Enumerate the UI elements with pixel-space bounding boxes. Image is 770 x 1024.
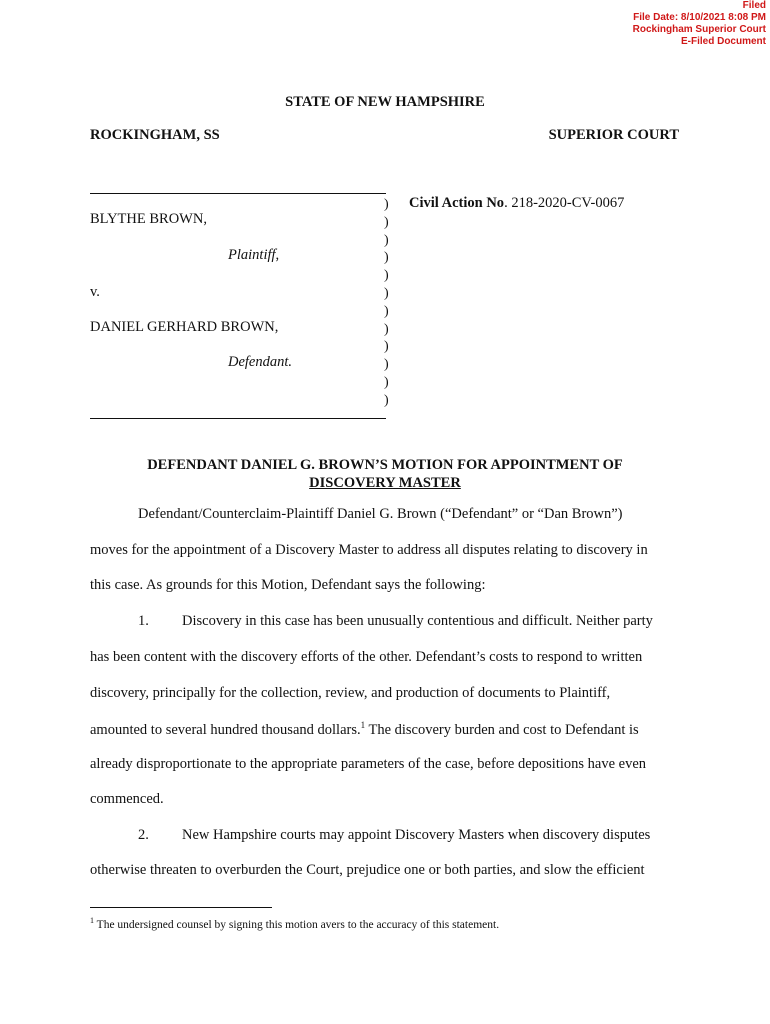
body-line: New Hampshire courts may appoint Discovery Masters when discovery disputes	[182, 827, 651, 843]
caption-paren: )	[384, 285, 389, 301]
caption-paren: )	[384, 197, 389, 212]
footnote-text: The undersigned counsel by signing this motion avers to the accuracy of this statement.	[94, 918, 500, 931]
versus: v.	[90, 284, 100, 300]
plaintiff-role-label: Plaintiff	[228, 247, 276, 263]
caption-top-rule	[90, 193, 386, 194]
defendant-role: Defendant.	[228, 354, 293, 370]
body-line: otherwise threaten to overburden the Court, prejudice one or both parties, and slow the efficient	[90, 862, 645, 878]
county-heading: ROCKINGHAM, SS	[90, 127, 220, 143]
footnote-marker: 1	[90, 916, 94, 925]
body-line: has been content with the discovery efforts of the other. Defendant’s costs to respond to written	[90, 649, 643, 665]
caption-paren: )	[384, 321, 389, 337]
stamp-line-efiled: E-Filed Document	[680, 36, 766, 47]
caption-bottom-rule	[90, 418, 386, 419]
plaintiff-role-suffix: ,	[275, 247, 280, 263]
caption-paren: )	[384, 250, 389, 266]
caption-paren: )	[384, 268, 389, 284]
plaintiff-role	[228, 247, 279, 264]
caption-paren: )	[384, 357, 389, 373]
filing-stamp	[633, 0, 766, 48]
motion-title	[0, 456, 770, 492]
caption-paren: )	[384, 214, 389, 230]
body-line: commenced.	[90, 791, 164, 807]
stamp-line-filed: Filed	[742, 0, 766, 11]
caption-paren: )	[384, 374, 389, 390]
body-line: Defendant/Counterclaim-Plaintiff Daniel G. Brown (“Defendant” or “Dan Brown”)	[138, 506, 623, 522]
body-line	[90, 720, 639, 739]
plaintiff-name: BLYTHE BROWN,	[90, 211, 207, 227]
body-text: The discovery burden and cost to Defendant is	[365, 721, 639, 738]
body-text: amounted to several hundred thousand dollars.	[90, 721, 361, 738]
caption-paren: )	[384, 392, 389, 408]
civil-action-value: . 218-2020-CV-0067	[504, 195, 625, 211]
body-line: already disproportionate to the appropriate parameters of the case, before depositions have even	[90, 756, 647, 772]
body-line: Discovery in this case has been unusually contentious and difficult. Neither party	[182, 613, 653, 629]
motion-title-line2: DISCOVERY MASTER	[309, 475, 461, 491]
civil-action-number	[409, 195, 624, 212]
caption-paren: )	[384, 303, 389, 319]
defendant-name: DANIEL GERHARD BROWN,	[90, 319, 279, 335]
court-heading: SUPERIOR COURT	[548, 127, 679, 143]
footnote-separator	[90, 907, 272, 908]
caption-parentheses	[384, 196, 389, 410]
civil-action-label: Civil Action No	[409, 195, 505, 211]
paragraph-number: 1.	[138, 613, 149, 629]
footnote	[90, 916, 499, 931]
stamp-line-court: Rockingham Superior Court	[632, 24, 766, 35]
footnote-reference: 1	[360, 720, 366, 730]
caption-paren: )	[384, 339, 389, 355]
stamp-line-file-date: File Date: 8/10/2021 8:08 PM	[633, 12, 766, 23]
body-line: moves for the appointment of a Discovery Master to address all disputes relating to discovery in	[90, 542, 648, 558]
motion-title-line1: DEFENDANT DANIEL G. BROWN’S MOTION FOR APPOINTMENT OF	[147, 457, 623, 473]
body-line: discovery, principally for the collection, review, and production of documents to Plaintiff,	[90, 685, 611, 701]
body-line: this case. As grounds for this Motion, Defendant says the following:	[90, 577, 486, 593]
state-heading: STATE OF NEW HAMPSHIRE	[285, 94, 485, 110]
caption-paren: )	[384, 232, 389, 248]
paragraph-number: 2.	[138, 827, 149, 843]
